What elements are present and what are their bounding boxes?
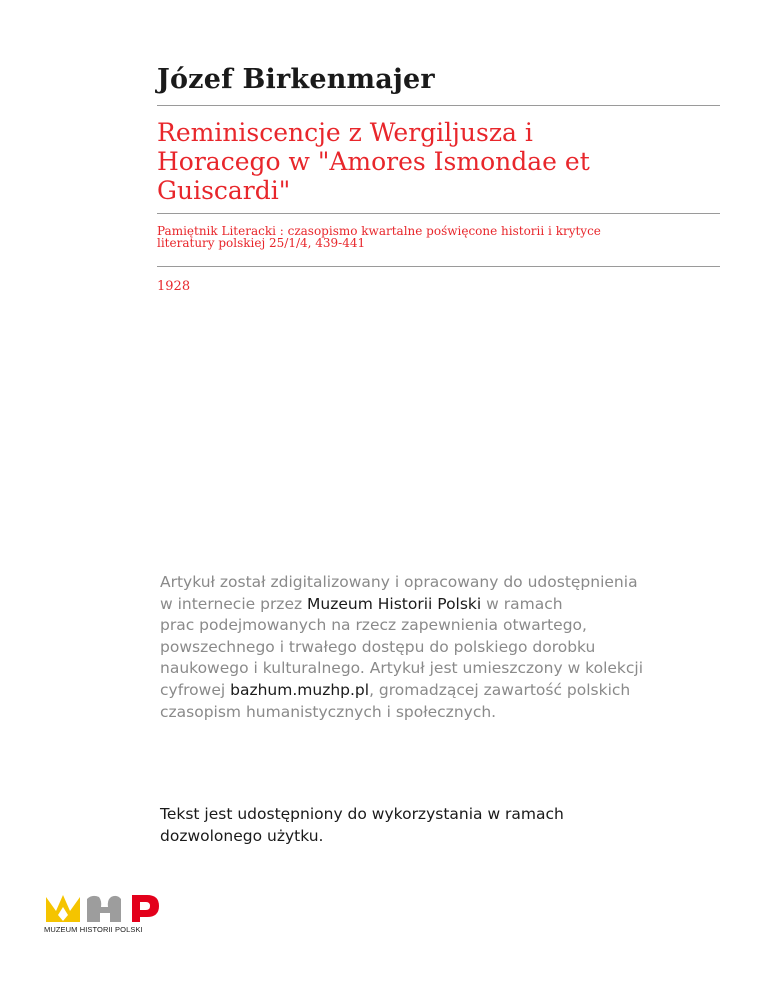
notice-line: prac podejmowanych na rzecz zapewnienia otwartego,: [160, 616, 587, 635]
license-line: dozwolonego użytku.: [160, 827, 324, 845]
logo-caption: MUZEUM HISTORII POLSKI: [44, 925, 143, 934]
notice-text: cyfrowej: [160, 680, 231, 699]
article-title-line: Horacego w "Amores Ismondae et: [157, 147, 590, 176]
source-citation-line: literatury polskiej 25/1/4, 439-441: [157, 236, 366, 250]
institution-name: Muzeum Historii Polski: [307, 594, 482, 613]
divider: [157, 213, 720, 214]
article-title: [157, 118, 717, 205]
notice-line: [160, 594, 720, 616]
source-citation-line: Pamiętnik Literacki : czasopismo kwartalne poświęcone historii i krytyce: [157, 224, 601, 238]
divider: [157, 266, 720, 267]
digitization-notice: [160, 572, 720, 723]
article-title-line: Guiscardi": [157, 176, 291, 205]
notice-text: , gromadzącej zawartość polskich: [369, 680, 631, 699]
notice-line: powszechnego i trwałego dostępu do polskiego dorobku: [160, 637, 596, 656]
notice-line: [160, 680, 720, 702]
notice-text: w internecie przez: [160, 594, 308, 613]
article-title-line: Reminiscencje z Wergiljusza i: [157, 118, 533, 147]
source-citation: [157, 225, 717, 249]
notice-line: czasopism humanistycznych i społecznych.: [160, 702, 497, 721]
notice-line: Artykuł został zdigitalizowany i opracowany do udostępnienia: [160, 573, 638, 591]
divider: [157, 105, 720, 106]
notice-line: naukowego i kulturalnego. Artykuł jest umieszczony w kolekcji: [160, 659, 644, 678]
author-name: Józef Birkenmajer: [157, 64, 435, 95]
site-link[interactable]: bazhum.muzhp.pl: [230, 680, 370, 699]
license-line: Tekst jest udostępniony do wykorzystania w ramach: [160, 805, 564, 823]
publication-year: 1928: [157, 279, 191, 294]
notice-text: w ramach: [481, 594, 563, 613]
license-notice: [160, 803, 640, 847]
